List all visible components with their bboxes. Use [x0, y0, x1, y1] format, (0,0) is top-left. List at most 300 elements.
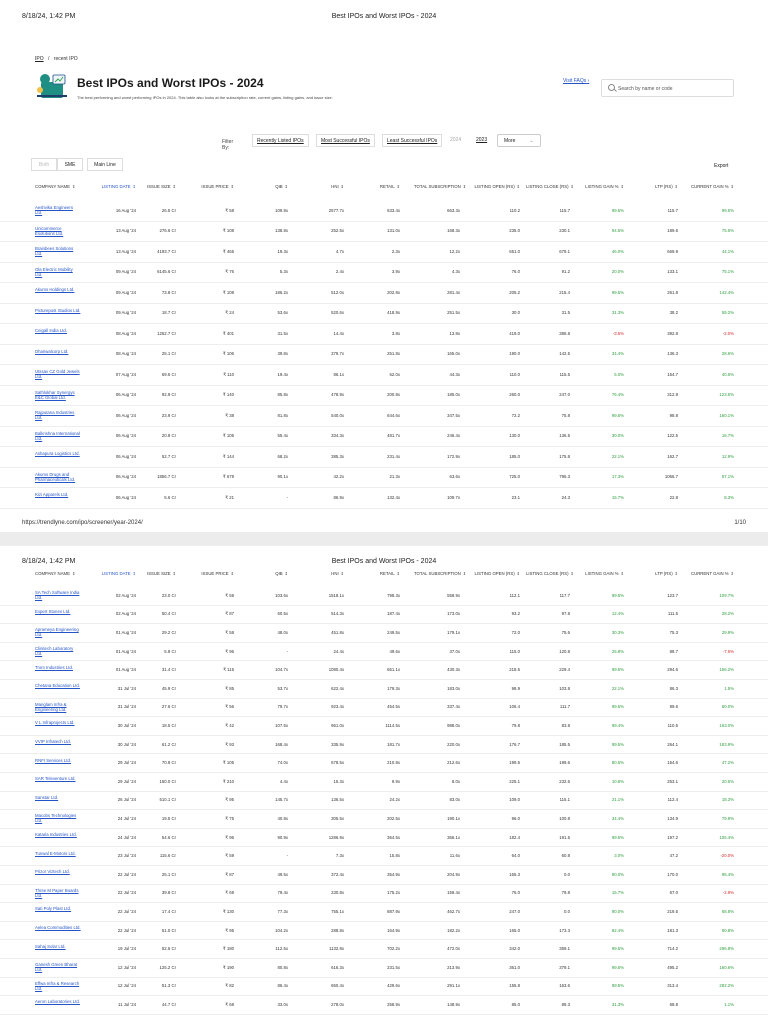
- cell-issue-size: 1252.7 Cr: [157, 330, 176, 336]
- cell-retail: 9.9x: [391, 778, 400, 784]
- cell-listing-date: 13 Aug '24: [115, 248, 136, 254]
- column-header-listing-date[interactable]: [98, 572, 136, 577]
- cell-company-name[interactable]: Expert Stones Ltd.: [35, 608, 71, 614]
- column-header-label: LISTING GAIN %: [585, 184, 619, 189]
- column-header-qib[interactable]: [254, 572, 288, 577]
- table-row: [0, 846, 768, 866]
- sort-icon: ⇕: [396, 184, 400, 189]
- cell-company-name[interactable]: Utssav CZ Gold Jewels Ltd.: [35, 369, 80, 380]
- cell-listing-date: 06 Aug '24: [115, 433, 136, 439]
- cell-current-gain: 59.2%: [721, 310, 734, 316]
- cell-current-gain: 29.9%: [721, 629, 734, 635]
- cell-issue-price: ₹ 58: [225, 629, 234, 635]
- column-header-current-gain[interactable]: [690, 572, 734, 577]
- column-header-hni[interactable]: [306, 185, 344, 190]
- cell-issue-price: ₹ 144: [222, 453, 234, 459]
- more-dropdown[interactable]: [497, 134, 541, 147]
- cell-company-name[interactable]: Manglam Infra & Engineering Ltd.: [35, 701, 67, 712]
- cell-issue-size: 61.2 Cr: [161, 741, 176, 747]
- table-row: [0, 828, 768, 848]
- column-header-issue-price[interactable]: [190, 185, 234, 190]
- cell-hni: 755.1x: [331, 908, 344, 914]
- cell-current-gain: 142.4%: [719, 289, 734, 295]
- cell-retail: 21.3x: [389, 474, 400, 480]
- cell-current-gain: 12.9%: [721, 453, 734, 459]
- cell-listing-open: 361.0: [509, 964, 520, 970]
- cell-company-name[interactable]: Aelea Commodities Ltd.: [35, 925, 81, 931]
- cell-company-name[interactable]: Dhariwalcorp Ltd.: [35, 348, 69, 354]
- cell-company-name[interactable]: Ganesh Green Bharat Ltd.: [35, 962, 78, 973]
- cell-total-subscription: 337.4x: [447, 704, 460, 710]
- cell-company-name[interactable]: Aeron Laboratories Ltd.: [35, 999, 80, 1005]
- more-dropdown-label: More: [504, 138, 516, 144]
- cell-issue-price: ₹ 56: [225, 704, 234, 710]
- cell-listing-close: 232.6: [559, 778, 570, 784]
- tab-sme[interactable]: SME: [57, 158, 83, 171]
- cell-company-name[interactable]: SAR Televenture Ltd.: [35, 776, 76, 782]
- cell-company-name[interactable]: Sati Poly Plast Ltd.: [35, 906, 72, 912]
- cell-hni: 451.8x: [331, 629, 344, 635]
- cell-retail: 3.8x: [391, 330, 400, 336]
- cell-retail: 364.5x: [387, 834, 400, 840]
- cell-issue-price: ₹ 105: [222, 433, 234, 439]
- cell-listing-open: 190.0: [509, 351, 520, 357]
- sort-icon: ⇕: [172, 184, 176, 189]
- cell-listing-date: 22 Jul '24: [117, 871, 136, 877]
- cell-current-gain: 47.2%: [721, 760, 734, 766]
- cell-ltp: 134.9: [667, 815, 678, 821]
- tab-both[interactable]: Both: [31, 158, 57, 171]
- cell-total-subscription: 366.1x: [447, 834, 460, 840]
- cell-company-name[interactable]: Brainbees Solutions Ltd.: [35, 246, 74, 257]
- cell-retail: 3.9x: [391, 269, 400, 275]
- cell-retail: 175.2x: [387, 890, 400, 896]
- cell-hni: 1132.8x: [329, 946, 344, 952]
- sort-icon: ⇕: [730, 571, 734, 576]
- cell-company-name[interactable]: SA Tech Software India Ltd.: [35, 590, 80, 601]
- column-header-listing-date[interactable]: [98, 185, 136, 190]
- cell-listing-close: 75.6: [561, 629, 570, 635]
- cell-qib: 49.5x: [277, 871, 288, 877]
- cell-qib: 77.3x: [277, 908, 288, 914]
- cell-company-name[interactable]: Kataria Industries Ltd.: [35, 832, 77, 838]
- column-header-retail[interactable]: [355, 572, 400, 577]
- column-header-listing-open[interactable]: [473, 572, 520, 577]
- column-header-hni[interactable]: [306, 572, 344, 577]
- cell-total-subscription: 159.4x: [447, 890, 460, 896]
- column-header-label: RETAIL: [379, 571, 395, 576]
- cell-listing-open: 185.0: [509, 453, 520, 459]
- table-row: [0, 241, 768, 263]
- cell-qib: 19.4x: [277, 371, 288, 377]
- cell-issue-price: ₹ 465: [222, 248, 234, 254]
- column-header-listing-open[interactable]: [473, 185, 520, 190]
- cell-company-name[interactable]: Ceigall India Ltd.: [35, 328, 68, 334]
- cell-listing-date: 08 Aug '24: [115, 351, 136, 357]
- cell-listing-date: 06 Aug '24: [115, 453, 136, 459]
- cell-total-subscription: 13.8x: [449, 330, 460, 336]
- cell-listing-date: 19 Jul '24: [117, 946, 136, 952]
- table-row: [0, 939, 768, 959]
- cell-listing-gain: 34.4%: [611, 351, 624, 357]
- sort-icon: ⇕: [674, 184, 678, 189]
- table-row: [0, 679, 768, 699]
- cell-qib: -: [286, 494, 288, 500]
- cell-total-subscription: 246.4x: [447, 433, 460, 439]
- cell-qib: 5.3x: [279, 269, 288, 275]
- cell-ltp: 133.1: [667, 269, 678, 275]
- cell-retail: 231.5x: [387, 964, 400, 970]
- column-header-label: TOTAL SUBSCRIPTION: [414, 571, 461, 576]
- sort-icon: ⇕: [132, 184, 136, 189]
- cell-listing-date: 30 Jul '24: [117, 722, 136, 728]
- cell-ltp: 170.0: [667, 871, 678, 877]
- cell-company-name[interactable]: Balkrishna International Ltd.: [35, 430, 80, 441]
- column-header-label: HNI: [331, 571, 339, 576]
- cell-retail: 702.2x: [387, 946, 400, 952]
- cell-listing-open: 199.5: [509, 760, 520, 766]
- print-footer: [22, 520, 746, 526]
- cell-listing-close: 111.7: [559, 704, 570, 710]
- cell-company-name[interactable]: Akums Holdings Ltd.: [35, 287, 75, 293]
- cell-ltp: 47.2: [669, 853, 678, 859]
- table-row: [0, 405, 768, 427]
- cell-listing-open: 218.5: [509, 667, 520, 673]
- cell-issue-price: ₹ 96: [225, 648, 234, 654]
- cell-hni: 2577.7x: [328, 207, 344, 213]
- cell-listing-date: 22 Jul '24: [117, 927, 136, 933]
- cell-total-subscription: 172.9x: [447, 453, 460, 459]
- column-header-current-gain[interactable]: [690, 185, 734, 190]
- cell-listing-date: 29 Jul '24: [117, 778, 136, 784]
- filter-year-2023[interactable]: 2023: [476, 137, 488, 143]
- cell-current-gain: 109.7%: [719, 592, 734, 598]
- cell-listing-gain: 99.5%: [611, 983, 624, 989]
- cell-issue-size: 1856.7 Cr: [157, 474, 176, 480]
- cell-issue-size: 19.5 Cr: [161, 815, 176, 821]
- column-header-issue-price[interactable]: [190, 572, 234, 577]
- cell-listing-open: 115.0: [509, 648, 520, 654]
- sort-icon: ⇕: [516, 571, 520, 576]
- cell-company-name[interactable]: Clinitech Laboratory Ltd.: [35, 646, 74, 657]
- cell-issue-price: ₹ 105: [222, 760, 234, 766]
- cell-current-gain: 40.6%: [721, 371, 734, 377]
- cell-listing-open: 155.8: [509, 983, 520, 989]
- cell-hni: 385.3x: [331, 453, 344, 459]
- cell-company-name[interactable]: Unicommerce Esolutions Ltd.: [35, 225, 64, 236]
- cell-qib: 103.6x: [275, 592, 288, 598]
- column-header-issue-size[interactable]: [140, 572, 176, 577]
- sort-icon: ⇕: [620, 184, 624, 189]
- table-row: [0, 385, 768, 407]
- cell-listing-gain: 15.7%: [611, 494, 624, 500]
- cell-ltp: 219.5: [667, 908, 678, 914]
- cell-ltp: 495.2: [667, 964, 678, 970]
- column-header-retail[interactable]: [355, 185, 400, 190]
- print-header-2: [22, 558, 746, 570]
- cell-total-subscription: 148.9x: [447, 1001, 460, 1007]
- cell-retail: 200.8x: [387, 392, 400, 398]
- cell-issue-size: 73.8 Cr: [161, 289, 176, 295]
- cell-listing-open: 106.4: [509, 704, 520, 710]
- column-header-listing-gain[interactable]: [583, 185, 624, 190]
- chevron-right-icon: ›: [587, 78, 590, 84]
- search-input[interactable]: [601, 79, 734, 97]
- column-header-listing-close[interactable]: [526, 184, 574, 190]
- print-page-number: 1/10: [734, 520, 746, 526]
- column-header-company-name[interactable]: [35, 185, 90, 190]
- cell-retail: 651.1x: [387, 667, 400, 673]
- cell-issue-size: 45.9 Cr: [161, 685, 176, 691]
- table-row: [0, 221, 768, 243]
- filter-recently-listed-button[interactable]: Recently Listed IPOs: [252, 134, 309, 147]
- cell-current-gain: 99.5%: [721, 207, 734, 213]
- cell-ltp: 98.8: [669, 412, 678, 418]
- cell-issue-price: ₹ 87: [225, 611, 234, 617]
- cell-issue-price: ₹ 210: [222, 778, 234, 784]
- cell-issue-size: 18.5 Cr: [161, 722, 176, 728]
- cell-company-name[interactable]: Trom Industries Ltd.: [35, 664, 74, 670]
- sort-icon: ⇕: [570, 184, 574, 189]
- cell-total-subscription: 347.5x: [447, 412, 460, 418]
- sort-icon: ⇕: [132, 571, 136, 576]
- cell-ltp: 136.3: [667, 351, 678, 357]
- column-header-total-subscription[interactable]: [414, 184, 467, 190]
- cell-listing-close: 163.6: [559, 983, 570, 989]
- cell-company-name[interactable]: Kizi Apparels Ltd.: [35, 492, 69, 498]
- cell-listing-close: 175.8: [559, 453, 570, 459]
- tab-main-line[interactable]: Main Line: [87, 158, 123, 171]
- sort-icon: ⇕: [284, 184, 288, 189]
- cell-qib: 168.4x: [275, 741, 288, 747]
- breadcrumb: [35, 56, 78, 62]
- page-subtitle: The best performing and worst performing IPOs in 2024. This table also looks at the subscription rate, current gains, listing gains, and issue size.: [77, 95, 333, 100]
- cell-retail: 210.8x: [387, 760, 400, 766]
- cell-company-name[interactable]: Picturepost Studios Ltd.: [35, 307, 81, 313]
- cell-issue-size: 4193.7 Cr: [157, 248, 176, 254]
- column-header-qib[interactable]: [254, 185, 288, 190]
- cell-company-name[interactable]: V L Infraprojects Ltd.: [35, 720, 75, 726]
- cell-qib: 90.9x: [277, 834, 288, 840]
- cell-listing-open: 260.0: [509, 392, 520, 398]
- cell-retail: 15.8x: [389, 853, 400, 859]
- cell-listing-gain: 25.8%: [611, 648, 624, 654]
- column-header-ltp[interactable]: [640, 572, 678, 577]
- column-header-label: ISSUE SIZE: [147, 571, 171, 576]
- cell-hni: 1286.9x: [328, 834, 344, 840]
- cell-issue-size: 18.7 Cr: [161, 310, 176, 316]
- cell-current-gain: 95.4%: [721, 871, 734, 877]
- cell-listing-date: 01 Aug '24: [115, 629, 136, 635]
- cell-issue-price: ₹ 108: [222, 289, 234, 295]
- cell-ltp: 313.4: [667, 983, 678, 989]
- cell-qib: 48.0x: [277, 629, 288, 635]
- cell-issue-price: ₹ 180: [222, 946, 234, 952]
- cell-current-gain: 18.3%: [721, 797, 734, 803]
- cell-listing-date: 30 Jul '24: [117, 741, 136, 747]
- cell-listing-gain: 15.7%: [611, 890, 624, 896]
- cell-listing-close: 229.4: [559, 667, 570, 673]
- cell-total-subscription: 182.2x: [447, 927, 460, 933]
- cell-hni: 478.9x: [331, 392, 344, 398]
- cell-ltp: 714.2: [667, 946, 678, 952]
- table-row: [0, 426, 768, 448]
- cell-hni: 4.7x: [335, 248, 344, 254]
- cell-total-subscription: 462.7x: [447, 908, 460, 914]
- cell-retail: 258.9x: [387, 1001, 400, 1007]
- cell-listing-date: 31 Jul '24: [117, 685, 136, 691]
- cell-retail: 202.8x: [387, 289, 400, 295]
- cell-listing-gain: 82.4%: [611, 927, 624, 933]
- cell-current-gain: 163.0%: [719, 722, 734, 728]
- cell-company-name[interactable]: Tunwal E-Motors Ltd.: [35, 850, 76, 856]
- table-row: [0, 772, 768, 792]
- cell-listing-open: 79.8: [511, 722, 520, 728]
- cell-hni: 650.4x: [331, 983, 344, 989]
- cell-listing-close: 386.8: [559, 330, 570, 336]
- cell-company-name[interactable]: Sathlokhar Synergys E&C Global Ltd.: [35, 389, 75, 400]
- cell-ltp: 115.7: [667, 207, 678, 213]
- cell-hni: 230.8x: [331, 890, 344, 896]
- cell-ltp: 67.0: [669, 890, 678, 896]
- cell-issue-price: ₹ 679: [222, 474, 234, 480]
- cell-listing-close: 117.7: [559, 592, 570, 598]
- cell-listing-open: 64.0: [511, 853, 520, 859]
- cell-retail: 249.5x: [387, 629, 400, 635]
- column-header-total-subscription[interactable]: [414, 571, 467, 577]
- cell-company-name[interactable]: Prizor Viztech Ltd.: [35, 869, 70, 875]
- filter-least-successful-button[interactable]: Least Successful IPOs: [382, 134, 442, 147]
- cell-current-gain: 282.2%: [719, 983, 734, 989]
- cell-listing-close: 359.1: [559, 946, 570, 952]
- cell-listing-open: 725.0: [509, 474, 520, 480]
- column-header-label: COMPANY NAME: [35, 184, 70, 189]
- cell-company-name[interactable]: Rajputana Industries Ltd.: [35, 410, 75, 421]
- cell-current-gain: 156.2%: [719, 667, 734, 673]
- cell-retail: 24.2x: [389, 797, 400, 803]
- cell-company-name[interactable]: VVIP Infratech Ltd.: [35, 739, 71, 745]
- column-header-company-name[interactable]: [35, 572, 90, 577]
- cell-ltp: 162.7: [667, 453, 678, 459]
- cell-company-name[interactable]: Aprameya Engineering Ltd.: [35, 627, 79, 638]
- column-header-label: LTP (RS): [655, 571, 673, 576]
- cell-current-gain: -2.0%: [722, 330, 734, 336]
- cell-company-name[interactable]: Three M Paper Boards Ltd.: [35, 887, 79, 898]
- cell-ltp: 111.5: [667, 611, 678, 617]
- cell-company-name[interactable]: Aeshvika Engineers Ltd.: [35, 205, 73, 216]
- cell-hni: 136.5x: [331, 797, 344, 803]
- cell-listing-gain: 31.3%: [611, 1001, 624, 1007]
- cell-qib: 138.8x: [275, 228, 288, 234]
- cell-issue-price: ₹ 87: [225, 871, 234, 877]
- table-row: [0, 467, 768, 489]
- cell-hni: 335.9x: [331, 741, 344, 747]
- sort-icon: ⇕: [674, 571, 678, 576]
- breadcrumb-ipo-link[interactable]: IPO: [35, 56, 44, 62]
- cell-retail: 429.6x: [387, 983, 400, 989]
- cell-qib: 80.8x: [277, 964, 288, 970]
- cell-company-name[interactable]: Ola Electric Mobility Ltd.: [35, 266, 73, 277]
- cell-issue-price: ₹ 93: [225, 741, 234, 747]
- column-header-label: ISSUE PRICE: [201, 184, 229, 189]
- cell-ltp: 261.8: [667, 289, 678, 295]
- cell-company-name[interactable]: Sahaj Solar Ltd.: [35, 943, 66, 949]
- column-header-label: QIB: [275, 571, 283, 576]
- export-button[interactable]: Export: [714, 163, 729, 169]
- cell-listing-close: 100.8: [559, 815, 570, 821]
- cell-total-subscription: 63.6x: [449, 474, 460, 480]
- cell-issue-size: 510.1 Cr: [159, 797, 176, 803]
- cell-listing-gain: 99.5%: [611, 946, 624, 952]
- column-header-listing-close[interactable]: [526, 571, 574, 577]
- cell-listing-date: 13 Aug '24: [115, 228, 136, 234]
- cell-ltp: 122.5: [667, 433, 678, 439]
- cell-ltp: 89.6: [669, 704, 678, 710]
- filter-year-2024[interactable]: 2024: [450, 137, 462, 143]
- cell-listing-gain: 12.4%: [611, 611, 624, 617]
- cell-hni: 305.5x: [331, 815, 344, 821]
- cell-listing-close: 97.8: [561, 611, 570, 617]
- cell-listing-gain: 5.0%: [614, 371, 624, 377]
- table-row: [0, 660, 768, 680]
- cell-hni: 923.4x: [331, 704, 344, 710]
- cell-issue-size: 17.4 Cr: [161, 908, 176, 914]
- cell-company-name[interactable]: Chetana Education Ltd.: [35, 683, 80, 689]
- cell-total-subscription: 663.3x: [447, 207, 460, 213]
- cell-company-name[interactable]: Sanstar Ltd.: [35, 794, 59, 800]
- column-header-issue-size[interactable]: [140, 185, 176, 190]
- column-header-listing-gain[interactable]: [583, 572, 624, 577]
- cell-issue-size: 276.6 Cr: [159, 228, 176, 234]
- cell-listing-open: 130.0: [509, 433, 520, 439]
- cell-current-gain: 75.1%: [721, 269, 734, 275]
- cell-hni: 512.0x: [331, 289, 344, 295]
- cell-hni: 622.4x: [331, 685, 344, 691]
- cell-qib: 109.9x: [275, 207, 288, 213]
- cell-retail: 187.4x: [387, 611, 400, 617]
- cell-issue-price: ₹ 95: [225, 797, 234, 803]
- cell-qib: 4.4x: [279, 778, 288, 784]
- cell-ltp: 154.6: [667, 760, 678, 766]
- sort-icon: ⇕: [230, 571, 234, 576]
- cell-retail: 454.5x: [387, 704, 400, 710]
- sort-icon: ⇕: [230, 184, 234, 189]
- cell-listing-open: 96.0: [511, 815, 520, 821]
- filter-most-successful-button[interactable]: Most Successful IPOs: [316, 134, 375, 147]
- cell-retail: 231.4x: [387, 453, 400, 459]
- cell-listing-date: 12 Jul '24: [117, 983, 136, 989]
- cell-listing-close: 31.5: [561, 310, 570, 316]
- visit-faqs-link[interactable]: [563, 78, 589, 84]
- cell-company-name[interactable]: Effwa Infra & Research Ltd.: [35, 980, 80, 991]
- cell-company-name[interactable]: Macobs Technologies Ltd.: [35, 813, 77, 824]
- column-header-ltp[interactable]: [640, 185, 678, 190]
- cell-company-name[interactable]: Ashapura Logistics Ltd.: [35, 451, 80, 457]
- cell-company-name[interactable]: Akums Drugs and Pharmaceuticals Ltd.: [35, 471, 76, 482]
- cell-issue-price: ₹ 75: [225, 815, 234, 821]
- cell-ltp: 110.5: [667, 722, 678, 728]
- cell-listing-date: 09 Aug '24: [115, 269, 136, 275]
- cell-listing-open: 182.4: [509, 834, 520, 840]
- cell-listing-date: 23 Jul '24: [117, 853, 136, 859]
- cell-total-subscription: 179.1x: [447, 629, 460, 635]
- cell-company-name[interactable]: RNFI Services Ltd.: [35, 757, 72, 763]
- cell-current-gain: 79.9%: [721, 815, 734, 821]
- cell-total-subscription: 220.0x: [447, 741, 460, 747]
- cell-issue-size: 29.2 Cr: [161, 629, 176, 635]
- cell-listing-date: 07 Aug '24: [115, 371, 136, 377]
- cell-listing-gain: 46.0%: [611, 248, 624, 254]
